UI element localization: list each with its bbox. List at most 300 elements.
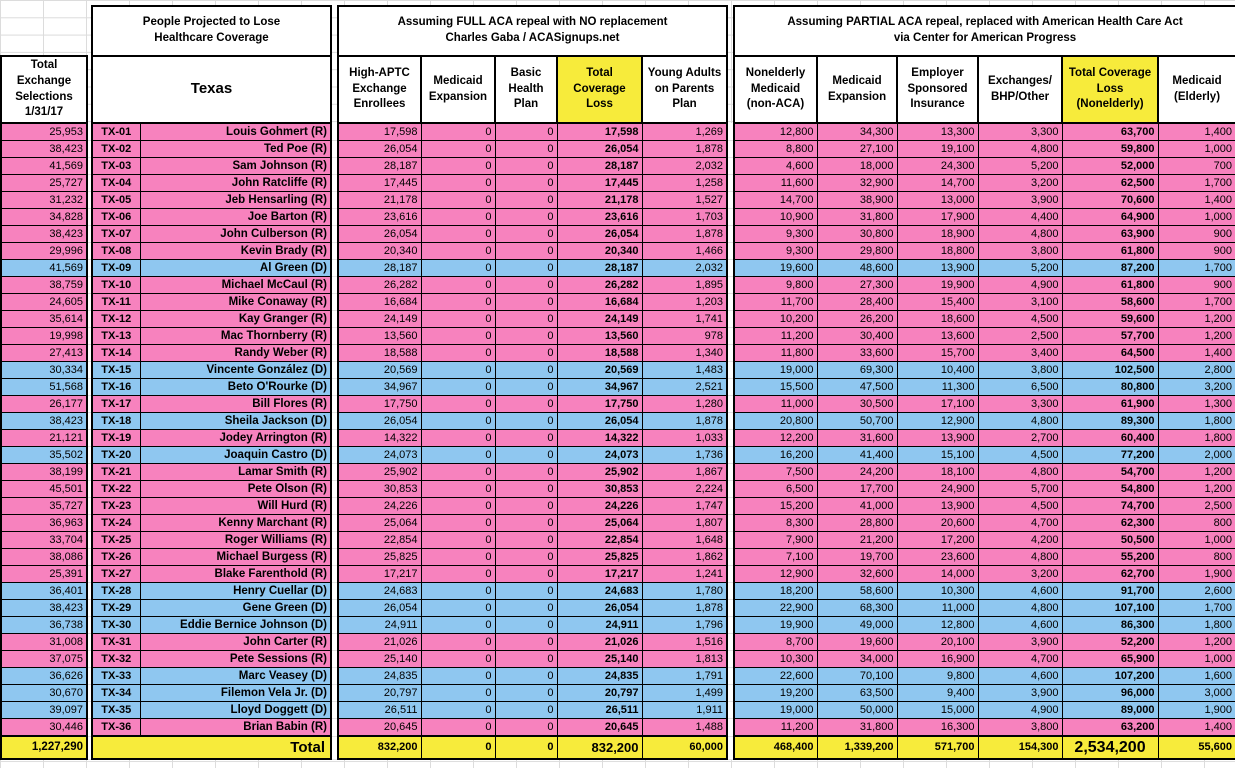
cell-medicaid-elderly[interactable]: 1,300 (1158, 396, 1235, 413)
table-row[interactable] (1, 243, 1235, 260)
cell-basic-health-plan[interactable]: 0 (495, 362, 557, 379)
cell-exchanges-bhp[interactable]: 4,500 (978, 447, 1062, 464)
cell-total-exchange-selections[interactable]: 38,423 (1, 600, 87, 617)
cell-total-coverage-loss-partial[interactable]: 96,000 (1062, 685, 1158, 702)
table-row[interactable] (1, 294, 1235, 311)
cell-medicaid-expansion-partial[interactable]: 27,300 (817, 277, 897, 294)
cell-medicaid-expansion-full[interactable]: 0 (421, 396, 495, 413)
cell-employer-insurance[interactable]: 15,400 (897, 294, 978, 311)
cell-nonelderly-medicaid[interactable]: 8,300 (734, 515, 817, 532)
cell-nonelderly-medicaid[interactable]: 19,000 (734, 702, 817, 719)
cell-representative-name[interactable]: Michael Burgess (R) (140, 549, 331, 566)
cell-medicaid-elderly[interactable]: 800 (1158, 515, 1235, 532)
total-young-adults-cell[interactable]: 60,000 (642, 736, 727, 759)
cell-medicaid-expansion-partial[interactable]: 31,600 (817, 430, 897, 447)
cell-district[interactable]: TX-26 (92, 549, 140, 566)
table-row[interactable] (1, 515, 1235, 532)
cell-district[interactable]: TX-28 (92, 583, 140, 600)
cell-young-adults[interactable]: 2,521 (642, 379, 727, 396)
cell-medicaid-elderly[interactable]: 1,000 (1158, 209, 1235, 226)
cell-high-aptc[interactable]: 23,616 (338, 209, 421, 226)
cell-total-exchange-selections[interactable]: 34,828 (1, 209, 87, 226)
cell-exchanges-bhp[interactable]: 3,200 (978, 566, 1062, 583)
cell-young-adults[interactable]: 1,895 (642, 277, 727, 294)
cell-exchanges-bhp[interactable]: 4,800 (978, 413, 1062, 430)
cell-nonelderly-medicaid[interactable]: 7,900 (734, 532, 817, 549)
table-row[interactable] (1, 668, 1235, 685)
cell-exchanges-bhp[interactable]: 5,700 (978, 481, 1062, 498)
cell-total-exchange-selections[interactable]: 31,232 (1, 192, 87, 209)
cell-medicaid-expansion-full[interactable]: 0 (421, 651, 495, 668)
cell-high-aptc[interactable]: 14,322 (338, 430, 421, 447)
cell-medicaid-expansion-full[interactable]: 0 (421, 158, 495, 175)
cell-employer-insurance[interactable]: 18,900 (897, 226, 978, 243)
cell-total-coverage-loss-full[interactable]: 17,217 (557, 566, 642, 583)
cell-total-exchange-selections[interactable]: 38,423 (1, 226, 87, 243)
cell-medicaid-expansion-full[interactable]: 0 (421, 328, 495, 345)
cell-employer-insurance[interactable]: 18,800 (897, 243, 978, 260)
cell-total-coverage-loss-full[interactable]: 13,560 (557, 328, 642, 345)
cell-young-adults[interactable]: 1,516 (642, 634, 727, 651)
cell-young-adults[interactable]: 1,483 (642, 362, 727, 379)
cell-medicaid-elderly[interactable]: 1,800 (1158, 617, 1235, 634)
cell-district[interactable]: TX-31 (92, 634, 140, 651)
cell-young-adults[interactable]: 1,203 (642, 294, 727, 311)
cell-total-coverage-loss-partial[interactable]: 62,700 (1062, 566, 1158, 583)
cell-employer-insurance[interactable]: 18,600 (897, 311, 978, 328)
cell-medicaid-expansion-full[interactable]: 0 (421, 277, 495, 294)
cell-employer-insurance[interactable]: 20,600 (897, 515, 978, 532)
cell-medicaid-elderly[interactable]: 1,200 (1158, 464, 1235, 481)
cell-nonelderly-medicaid[interactable]: 9,300 (734, 226, 817, 243)
cell-total-coverage-loss-full[interactable]: 20,797 (557, 685, 642, 702)
cell-employer-insurance[interactable]: 14,700 (897, 175, 978, 192)
cell-nonelderly-medicaid[interactable]: 19,200 (734, 685, 817, 702)
cell-exchanges-bhp[interactable]: 4,800 (978, 226, 1062, 243)
cell-representative-name[interactable]: Filemon Vela Jr. (D) (140, 685, 331, 702)
cell-representative-name[interactable]: Sam Johnson (R) (140, 158, 331, 175)
cell-nonelderly-medicaid[interactable]: 11,200 (734, 328, 817, 345)
cell-total-coverage-loss-partial[interactable]: 50,500 (1062, 532, 1158, 549)
cell-representative-name[interactable]: Kevin Brady (R) (140, 243, 331, 260)
cell-medicaid-expansion-full[interactable]: 0 (421, 192, 495, 209)
cell-basic-health-plan[interactable]: 0 (495, 328, 557, 345)
cell-total-exchange-selections[interactable]: 38,086 (1, 549, 87, 566)
cell-medicaid-expansion-full[interactable]: 0 (421, 549, 495, 566)
cell-total-coverage-loss-full[interactable]: 24,835 (557, 668, 642, 685)
cell-young-adults[interactable]: 978 (642, 328, 727, 345)
table-row[interactable] (1, 702, 1235, 719)
cell-total-exchange-selections[interactable]: 38,759 (1, 277, 87, 294)
cell-high-aptc[interactable]: 21,026 (338, 634, 421, 651)
cell-medicaid-elderly[interactable]: 2,000 (1158, 447, 1235, 464)
cell-medicaid-elderly[interactable]: 1,400 (1158, 123, 1235, 141)
cell-nonelderly-medicaid[interactable]: 19,000 (734, 362, 817, 379)
cell-medicaid-elderly[interactable]: 2,800 (1158, 362, 1235, 379)
cell-total-coverage-loss-partial[interactable]: 54,700 (1062, 464, 1158, 481)
cell-young-adults[interactable]: 1,780 (642, 583, 727, 600)
cell-medicaid-expansion-full[interactable]: 0 (421, 447, 495, 464)
cell-medicaid-elderly[interactable]: 900 (1158, 243, 1235, 260)
cell-medicaid-elderly[interactable]: 900 (1158, 277, 1235, 294)
cell-total-exchange-selections[interactable]: 36,963 (1, 515, 87, 532)
table-row[interactable] (1, 464, 1235, 481)
cell-basic-health-plan[interactable]: 0 (495, 634, 557, 651)
cell-high-aptc[interactable]: 24,683 (338, 583, 421, 600)
cell-employer-insurance[interactable]: 23,600 (897, 549, 978, 566)
cell-basic-health-plan[interactable]: 0 (495, 447, 557, 464)
cell-basic-health-plan[interactable]: 0 (495, 260, 557, 277)
cell-basic-health-plan[interactable]: 0 (495, 515, 557, 532)
cell-exchanges-bhp[interactable]: 4,600 (978, 617, 1062, 634)
cell-high-aptc[interactable]: 25,064 (338, 515, 421, 532)
cell-basic-health-plan[interactable]: 0 (495, 192, 557, 209)
cell-medicaid-expansion-partial[interactable]: 68,300 (817, 600, 897, 617)
cell-young-adults[interactable]: 1,703 (642, 209, 727, 226)
cell-total-coverage-loss-full[interactable]: 22,854 (557, 532, 642, 549)
cell-district[interactable]: TX-25 (92, 532, 140, 549)
table-row[interactable] (1, 583, 1235, 600)
cell-employer-insurance[interactable]: 17,100 (897, 396, 978, 413)
cell-representative-name[interactable]: Randy Weber (R) (140, 345, 331, 362)
cell-representative-name[interactable]: Kenny Marchant (R) (140, 515, 331, 532)
cell-medicaid-elderly[interactable]: 1,000 (1158, 532, 1235, 549)
cell-high-aptc[interactable]: 25,902 (338, 464, 421, 481)
cell-employer-insurance[interactable]: 15,000 (897, 702, 978, 719)
cell-representative-name[interactable]: Lamar Smith (R) (140, 464, 331, 481)
cell-young-adults[interactable]: 1,736 (642, 447, 727, 464)
cell-total-coverage-loss-full[interactable]: 23,616 (557, 209, 642, 226)
cell-employer-insurance[interactable]: 9,800 (897, 668, 978, 685)
cell-medicaid-expansion-partial[interactable]: 21,200 (817, 532, 897, 549)
cell-high-aptc[interactable]: 25,825 (338, 549, 421, 566)
cell-young-adults[interactable]: 1,807 (642, 515, 727, 532)
cell-nonelderly-medicaid[interactable]: 12,900 (734, 566, 817, 583)
cell-total-exchange-selections[interactable]: 38,423 (1, 141, 87, 158)
table-row[interactable] (1, 549, 1235, 566)
cell-medicaid-elderly[interactable]: 1,400 (1158, 345, 1235, 362)
cell-nonelderly-medicaid[interactable]: 22,600 (734, 668, 817, 685)
cell-medicaid-elderly[interactable]: 2,500 (1158, 498, 1235, 515)
cell-representative-name[interactable]: Jeb Hensarling (R) (140, 192, 331, 209)
cell-high-aptc[interactable]: 26,054 (338, 141, 421, 158)
cell-exchanges-bhp[interactable]: 4,700 (978, 515, 1062, 532)
cell-district[interactable]: TX-06 (92, 209, 140, 226)
cell-total-coverage-loss-full[interactable]: 21,178 (557, 192, 642, 209)
cell-medicaid-expansion-full[interactable]: 0 (421, 413, 495, 430)
cell-total-exchange-selections[interactable]: 38,423 (1, 413, 87, 430)
cell-high-aptc[interactable]: 24,835 (338, 668, 421, 685)
cell-medicaid-expansion-partial[interactable]: 49,000 (817, 617, 897, 634)
cell-medicaid-expansion-partial[interactable]: 28,800 (817, 515, 897, 532)
cell-high-aptc[interactable]: 26,054 (338, 413, 421, 430)
cell-nonelderly-medicaid[interactable]: 22,900 (734, 600, 817, 617)
cell-total-exchange-selections[interactable]: 19,998 (1, 328, 87, 345)
cell-exchanges-bhp[interactable]: 3,800 (978, 362, 1062, 379)
cell-nonelderly-medicaid[interactable]: 11,200 (734, 719, 817, 737)
cell-district[interactable]: TX-16 (92, 379, 140, 396)
cell-representative-name[interactable]: Beto O'Rourke (D) (140, 379, 331, 396)
cell-exchanges-bhp[interactable]: 4,500 (978, 311, 1062, 328)
cell-district[interactable]: TX-02 (92, 141, 140, 158)
cell-high-aptc[interactable]: 24,073 (338, 447, 421, 464)
cell-district[interactable]: TX-11 (92, 294, 140, 311)
cell-young-adults[interactable]: 1,280 (642, 396, 727, 413)
cell-total-exchange-selections[interactable]: 39,097 (1, 702, 87, 719)
total-exchanges-bhp-cell[interactable]: 154,300 (978, 736, 1062, 759)
cell-representative-name[interactable]: Louis Gohmert (R) (140, 123, 331, 141)
cell-medicaid-expansion-full[interactable]: 0 (421, 634, 495, 651)
cell-employer-insurance[interactable]: 13,900 (897, 260, 978, 277)
cell-young-adults[interactable]: 1,241 (642, 566, 727, 583)
cell-medicaid-elderly[interactable]: 3,200 (1158, 379, 1235, 396)
cell-employer-insurance[interactable]: 10,300 (897, 583, 978, 600)
cell-total-exchange-selections[interactable]: 38,199 (1, 464, 87, 481)
cell-district[interactable]: TX-35 (92, 702, 140, 719)
cell-nonelderly-medicaid[interactable]: 7,500 (734, 464, 817, 481)
cell-medicaid-elderly[interactable]: 1,000 (1158, 141, 1235, 158)
cell-total-coverage-loss-partial[interactable]: 91,700 (1062, 583, 1158, 600)
cell-district[interactable]: TX-20 (92, 447, 140, 464)
cell-district[interactable]: TX-07 (92, 226, 140, 243)
cell-high-aptc[interactable]: 17,598 (338, 123, 421, 141)
cell-district[interactable]: TX-29 (92, 600, 140, 617)
cell-total-coverage-loss-full[interactable]: 24,073 (557, 447, 642, 464)
cell-representative-name[interactable]: Pete Sessions (R) (140, 651, 331, 668)
table-row[interactable] (1, 566, 1235, 583)
cell-employer-insurance[interactable]: 13,000 (897, 192, 978, 209)
cell-total-exchange-selections[interactable]: 41,569 (1, 260, 87, 277)
cell-total-coverage-loss-partial[interactable]: 74,700 (1062, 498, 1158, 515)
cell-total-coverage-loss-full[interactable]: 17,750 (557, 396, 642, 413)
cell-employer-insurance[interactable]: 13,900 (897, 430, 978, 447)
cell-medicaid-expansion-full[interactable]: 0 (421, 430, 495, 447)
cell-medicaid-expansion-partial[interactable]: 41,000 (817, 498, 897, 515)
cell-total-coverage-loss-partial[interactable]: 107,200 (1062, 668, 1158, 685)
cell-total-coverage-loss-partial[interactable]: 63,200 (1062, 719, 1158, 737)
cell-medicaid-elderly[interactable]: 1,400 (1158, 719, 1235, 737)
cell-district[interactable]: TX-24 (92, 515, 140, 532)
cell-medicaid-elderly[interactable]: 1,900 (1158, 702, 1235, 719)
table-row[interactable] (1, 634, 1235, 651)
cell-nonelderly-medicaid[interactable]: 11,000 (734, 396, 817, 413)
cell-basic-health-plan[interactable]: 0 (495, 243, 557, 260)
cell-medicaid-elderly[interactable]: 1,900 (1158, 566, 1235, 583)
cell-high-aptc[interactable]: 17,445 (338, 175, 421, 192)
cell-basic-health-plan[interactable]: 0 (495, 175, 557, 192)
cell-total-coverage-loss-partial[interactable]: 52,200 (1062, 634, 1158, 651)
table-row[interactable] (1, 447, 1235, 464)
cell-employer-insurance[interactable]: 19,900 (897, 277, 978, 294)
cell-medicaid-expansion-full[interactable]: 0 (421, 702, 495, 719)
cell-representative-name[interactable]: Roger Williams (R) (140, 532, 331, 549)
cell-medicaid-elderly[interactable]: 700 (1158, 158, 1235, 175)
cell-young-adults[interactable]: 1,527 (642, 192, 727, 209)
cell-exchanges-bhp[interactable]: 3,900 (978, 685, 1062, 702)
cell-representative-name[interactable]: Jodey Arrington (R) (140, 430, 331, 447)
cell-total-coverage-loss-partial[interactable]: 107,100 (1062, 600, 1158, 617)
cell-exchanges-bhp[interactable]: 3,900 (978, 192, 1062, 209)
cell-total-coverage-loss-full[interactable]: 26,511 (557, 702, 642, 719)
cell-total-coverage-loss-partial[interactable]: 80,800 (1062, 379, 1158, 396)
cell-medicaid-expansion-partial[interactable]: 28,400 (817, 294, 897, 311)
cell-high-aptc[interactable]: 17,750 (338, 396, 421, 413)
cell-young-adults[interactable]: 1,813 (642, 651, 727, 668)
cell-total-exchange-selections[interactable]: 21,121 (1, 430, 87, 447)
cell-district[interactable]: TX-18 (92, 413, 140, 430)
cell-medicaid-expansion-partial[interactable]: 30,800 (817, 226, 897, 243)
cell-exchanges-bhp[interactable]: 3,800 (978, 719, 1062, 737)
cell-nonelderly-medicaid[interactable]: 6,500 (734, 481, 817, 498)
cell-nonelderly-medicaid[interactable]: 19,900 (734, 617, 817, 634)
cell-basic-health-plan[interactable]: 0 (495, 123, 557, 141)
table-row[interactable] (1, 379, 1235, 396)
cell-medicaid-expansion-full[interactable]: 0 (421, 379, 495, 396)
cell-nonelderly-medicaid[interactable]: 20,800 (734, 413, 817, 430)
cell-medicaid-elderly[interactable]: 3,000 (1158, 685, 1235, 702)
cell-exchanges-bhp[interactable]: 4,800 (978, 600, 1062, 617)
cell-medicaid-expansion-full[interactable]: 0 (421, 311, 495, 328)
cell-nonelderly-medicaid[interactable]: 12,200 (734, 430, 817, 447)
cell-high-aptc[interactable]: 22,854 (338, 532, 421, 549)
cell-employer-insurance[interactable]: 13,300 (897, 123, 978, 141)
cell-high-aptc[interactable]: 28,187 (338, 158, 421, 175)
table-row[interactable] (1, 600, 1235, 617)
cell-total-coverage-loss-full[interactable]: 18,588 (557, 345, 642, 362)
table-row[interactable] (1, 158, 1235, 175)
cell-total-coverage-loss-partial[interactable]: 62,500 (1062, 175, 1158, 192)
cell-medicaid-elderly[interactable]: 1,200 (1158, 328, 1235, 345)
cell-representative-name[interactable]: John Culberson (R) (140, 226, 331, 243)
cell-total-coverage-loss-full[interactable]: 25,140 (557, 651, 642, 668)
cell-representative-name[interactable]: Brian Babin (R) (140, 719, 331, 737)
cell-nonelderly-medicaid[interactable]: 11,800 (734, 345, 817, 362)
cell-nonelderly-medicaid[interactable]: 9,800 (734, 277, 817, 294)
cell-medicaid-expansion-partial[interactable]: 41,400 (817, 447, 897, 464)
cell-representative-name[interactable]: Mac Thornberry (R) (140, 328, 331, 345)
cell-basic-health-plan[interactable]: 0 (495, 311, 557, 328)
cell-medicaid-expansion-full[interactable]: 0 (421, 600, 495, 617)
cell-medicaid-expansion-full[interactable]: 0 (421, 123, 495, 141)
table-row[interactable] (1, 311, 1235, 328)
cell-total-coverage-loss-full[interactable]: 24,911 (557, 617, 642, 634)
cell-nonelderly-medicaid[interactable]: 4,600 (734, 158, 817, 175)
cell-total-coverage-loss-partial[interactable]: 60,400 (1062, 430, 1158, 447)
cell-district[interactable]: TX-13 (92, 328, 140, 345)
cell-employer-insurance[interactable]: 13,600 (897, 328, 978, 345)
cell-medicaid-expansion-full[interactable]: 0 (421, 532, 495, 549)
cell-young-adults[interactable]: 1,258 (642, 175, 727, 192)
cell-basic-health-plan[interactable]: 0 (495, 600, 557, 617)
cell-total-coverage-loss-partial[interactable]: 58,600 (1062, 294, 1158, 311)
cell-employer-insurance[interactable]: 16,900 (897, 651, 978, 668)
cell-high-aptc[interactable]: 26,511 (338, 702, 421, 719)
cell-total-coverage-loss-full[interactable]: 24,683 (557, 583, 642, 600)
cell-employer-insurance[interactable]: 20,100 (897, 634, 978, 651)
cell-total-coverage-loss-partial[interactable]: 86,300 (1062, 617, 1158, 634)
table-row[interactable] (1, 719, 1235, 737)
cell-basic-health-plan[interactable]: 0 (495, 549, 557, 566)
cell-nonelderly-medicaid[interactable]: 11,700 (734, 294, 817, 311)
cell-medicaid-elderly[interactable]: 1,800 (1158, 430, 1235, 447)
cell-total-coverage-loss-partial[interactable]: 102,500 (1062, 362, 1158, 379)
cell-basic-health-plan[interactable]: 0 (495, 481, 557, 498)
cell-basic-health-plan[interactable]: 0 (495, 719, 557, 737)
cell-district[interactable]: TX-03 (92, 158, 140, 175)
table-row[interactable] (1, 209, 1235, 226)
cell-medicaid-elderly[interactable]: 1,200 (1158, 481, 1235, 498)
cell-medicaid-expansion-partial[interactable]: 17,700 (817, 481, 897, 498)
cell-medicaid-expansion-partial[interactable]: 32,900 (817, 175, 897, 192)
cell-medicaid-expansion-partial[interactable]: 24,200 (817, 464, 897, 481)
cell-employer-insurance[interactable]: 18,100 (897, 464, 978, 481)
cell-exchanges-bhp[interactable]: 5,200 (978, 260, 1062, 277)
cell-total-coverage-loss-full[interactable]: 20,645 (557, 719, 642, 737)
cell-basic-health-plan[interactable]: 0 (495, 532, 557, 549)
cell-nonelderly-medicaid[interactable]: 10,900 (734, 209, 817, 226)
cell-high-aptc[interactable]: 26,282 (338, 277, 421, 294)
cell-basic-health-plan[interactable]: 0 (495, 413, 557, 430)
cell-total-exchange-selections[interactable]: 36,401 (1, 583, 87, 600)
table-row[interactable] (1, 192, 1235, 209)
cell-high-aptc[interactable]: 20,569 (338, 362, 421, 379)
cell-representative-name[interactable]: Joaquin Castro (D) (140, 447, 331, 464)
cell-young-adults[interactable]: 1,340 (642, 345, 727, 362)
cell-young-adults[interactable]: 1,867 (642, 464, 727, 481)
cell-district[interactable]: TX-30 (92, 617, 140, 634)
cell-exchanges-bhp[interactable]: 5,200 (978, 158, 1062, 175)
cell-exchanges-bhp[interactable]: 3,200 (978, 175, 1062, 192)
cell-exchanges-bhp[interactable]: 4,900 (978, 702, 1062, 719)
cell-total-exchange-selections[interactable]: 51,568 (1, 379, 87, 396)
cell-basic-health-plan[interactable]: 0 (495, 566, 557, 583)
cell-total-coverage-loss-full[interactable]: 26,054 (557, 141, 642, 158)
cell-exchanges-bhp[interactable]: 3,300 (978, 123, 1062, 141)
cell-high-aptc[interactable]: 13,560 (338, 328, 421, 345)
cell-exchanges-bhp[interactable]: 4,600 (978, 668, 1062, 685)
cell-total-coverage-loss-partial[interactable]: 87,200 (1062, 260, 1158, 277)
table-row[interactable] (1, 345, 1235, 362)
table-row[interactable] (1, 430, 1235, 447)
cell-medicaid-expansion-full[interactable]: 0 (421, 464, 495, 481)
total-coverage-loss-full-cell[interactable]: 832,200 (557, 736, 642, 759)
cell-young-adults[interactable]: 1,269 (642, 123, 727, 141)
cell-total-coverage-loss-partial[interactable]: 63,900 (1062, 226, 1158, 243)
table-row[interactable] (1, 328, 1235, 345)
cell-medicaid-elderly[interactable]: 1,200 (1158, 311, 1235, 328)
cell-employer-insurance[interactable]: 15,700 (897, 345, 978, 362)
cell-medicaid-elderly[interactable]: 1,700 (1158, 600, 1235, 617)
total-medicaid-elderly-cell[interactable]: 55,600 (1158, 736, 1235, 759)
cell-total-exchange-selections[interactable]: 25,391 (1, 566, 87, 583)
cell-district[interactable]: TX-27 (92, 566, 140, 583)
cell-representative-name[interactable]: Al Green (D) (140, 260, 331, 277)
cell-exchanges-bhp[interactable]: 4,600 (978, 583, 1062, 600)
cell-medicaid-elderly[interactable]: 1,800 (1158, 413, 1235, 430)
cell-nonelderly-medicaid[interactable]: 19,600 (734, 260, 817, 277)
cell-total-coverage-loss-partial[interactable]: 62,300 (1062, 515, 1158, 532)
cell-employer-insurance[interactable]: 24,300 (897, 158, 978, 175)
cell-exchanges-bhp[interactable]: 6,500 (978, 379, 1062, 396)
cell-medicaid-expansion-partial[interactable]: 27,100 (817, 141, 897, 158)
cell-medicaid-expansion-full[interactable]: 0 (421, 243, 495, 260)
cell-total-coverage-loss-full[interactable]: 24,226 (557, 498, 642, 515)
cell-medicaid-expansion-full[interactable]: 0 (421, 566, 495, 583)
cell-total-coverage-loss-partial[interactable]: 61,900 (1062, 396, 1158, 413)
cell-district[interactable]: TX-04 (92, 175, 140, 192)
cell-basic-health-plan[interactable]: 0 (495, 226, 557, 243)
cell-employer-insurance[interactable]: 13,900 (897, 498, 978, 515)
